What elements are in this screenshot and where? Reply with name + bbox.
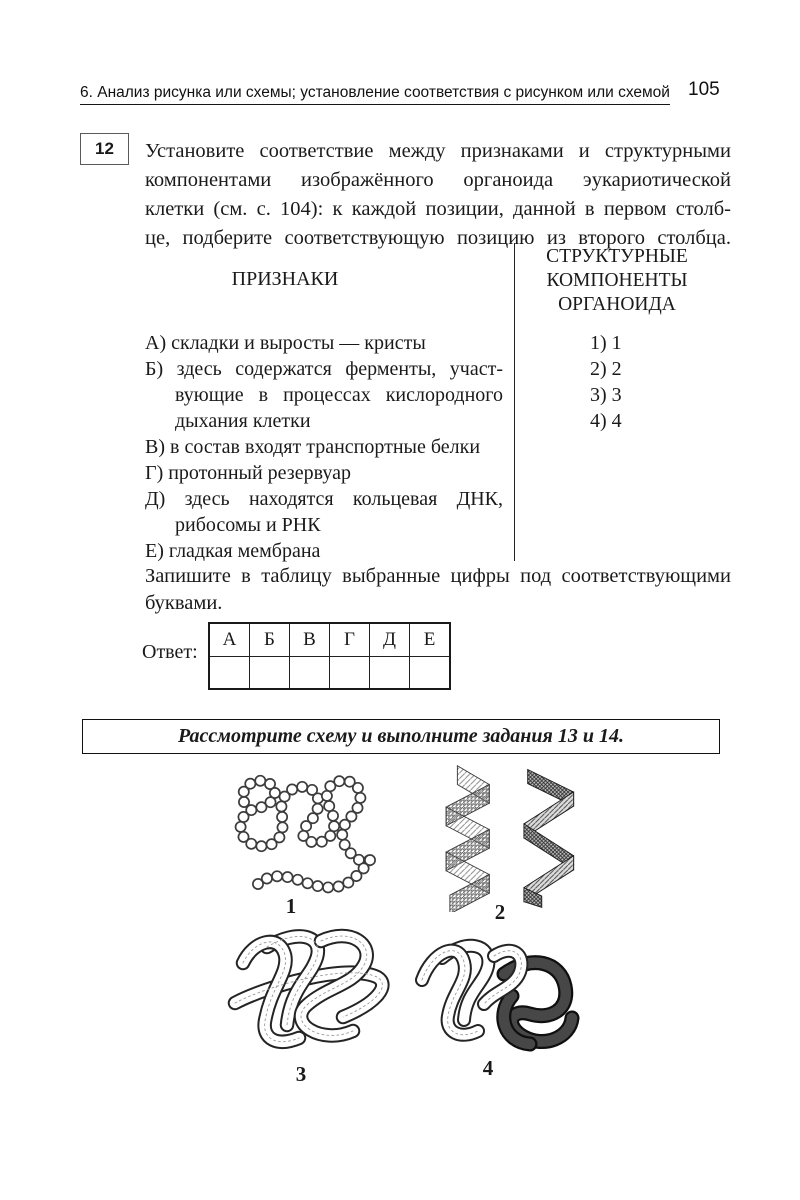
figure-label-4: 4	[482, 1056, 494, 1080]
page-number: 105	[688, 79, 720, 100]
answer-cell	[250, 657, 290, 690]
figure-label-1: 1	[285, 894, 297, 918]
answer-label: Ответ:	[142, 641, 198, 663]
write-instruction	[145, 563, 731, 617]
answer-col-g: Г	[330, 623, 370, 657]
statement-line: клетки (см. с. 104): к каждой позиции, данной в первом столб-	[145, 198, 731, 220]
feature-item-e: Е) гладкая мембрана	[145, 540, 321, 562]
header-rule	[80, 104, 670, 105]
tertiary-structure-figure	[225, 925, 393, 1067]
tertiary-tubes	[235, 936, 382, 1042]
task-statement	[145, 137, 731, 253]
instruction-line: Запишите в таблицу выбранные цифры под соответствующими	[145, 565, 731, 587]
right-column-header	[527, 245, 707, 317]
feature-item-d-cont: рибосомы и РНК	[175, 514, 321, 536]
right-column-header-line: СТРУКТУРНЫЕ	[546, 246, 688, 267]
left-column-header: ПРИЗНАКИ	[231, 268, 339, 290]
column-divider	[514, 243, 515, 561]
answer-col-e: Е	[410, 623, 451, 657]
answer-cell	[290, 657, 330, 690]
answer-col-d: Д	[370, 623, 410, 657]
quaternary-structure-figure	[408, 932, 586, 1062]
figure-label-3: 3	[295, 1062, 307, 1086]
section-title: 6. Анализ рисунка или схемы; установление соответствия с рисунком или схемой	[80, 84, 670, 101]
feature-item-v: В) в состав входят транспортные белки	[145, 436, 481, 458]
answer-table	[208, 622, 451, 690]
answer-cell	[370, 657, 410, 690]
statement-line: Установите соответствие между признаками и структурными	[145, 140, 731, 162]
answer-cell	[330, 657, 370, 690]
figure-label-2: 2	[494, 900, 506, 924]
answer-cell	[410, 657, 451, 690]
answer-col-a: А	[209, 623, 250, 657]
beta-sheet-ribbon	[446, 766, 489, 912]
quaternary-subunits	[422, 946, 572, 1044]
answer-col-b: Б	[250, 623, 290, 657]
answer-table-header-row	[209, 623, 450, 657]
option-3: 3) 3	[590, 384, 622, 406]
feature-item-b-cont: дыхания клетки	[175, 410, 311, 432]
component-options	[590, 330, 622, 434]
answer-col-v: В	[290, 623, 330, 657]
secondary-structure-figure	[432, 762, 584, 912]
feature-item-b-cont: вующие в процессах кислородного	[175, 384, 503, 406]
feature-item-b: Б) здесь содержатся ферменты, участ-	[145, 358, 503, 380]
features-list	[145, 330, 503, 564]
primary-structure-figure	[228, 772, 386, 904]
statement-line: це, подберите соответствующую позицию из второго столбца.	[145, 227, 731, 249]
feature-item-d: Д) здесь находятся кольцевая ДНК,	[145, 488, 503, 510]
scheme-banner: Рассмотрите схему и выполните задания 13 и 14.	[82, 719, 720, 754]
feature-item-g: Г) протонный резервуар	[145, 462, 351, 484]
feature-item-a: А) складки и выросты — кристы	[145, 332, 426, 354]
option-2: 2) 2	[590, 358, 622, 380]
option-4: 4) 4	[590, 410, 622, 432]
right-column-header-line: КОМПОНЕНТЫ	[546, 270, 688, 291]
option-1: 1) 1	[590, 332, 622, 354]
answer-table-value-row	[209, 657, 450, 690]
task-number-box: 12	[80, 133, 129, 165]
instruction-line: буквами.	[145, 592, 223, 614]
statement-line: компонентами изображённого органоида эукариотической	[145, 169, 731, 191]
right-column-header-line: ОРГАНОИДА	[558, 294, 676, 315]
answer-cell	[209, 657, 250, 690]
alpha-helix-ribbon	[524, 770, 574, 908]
